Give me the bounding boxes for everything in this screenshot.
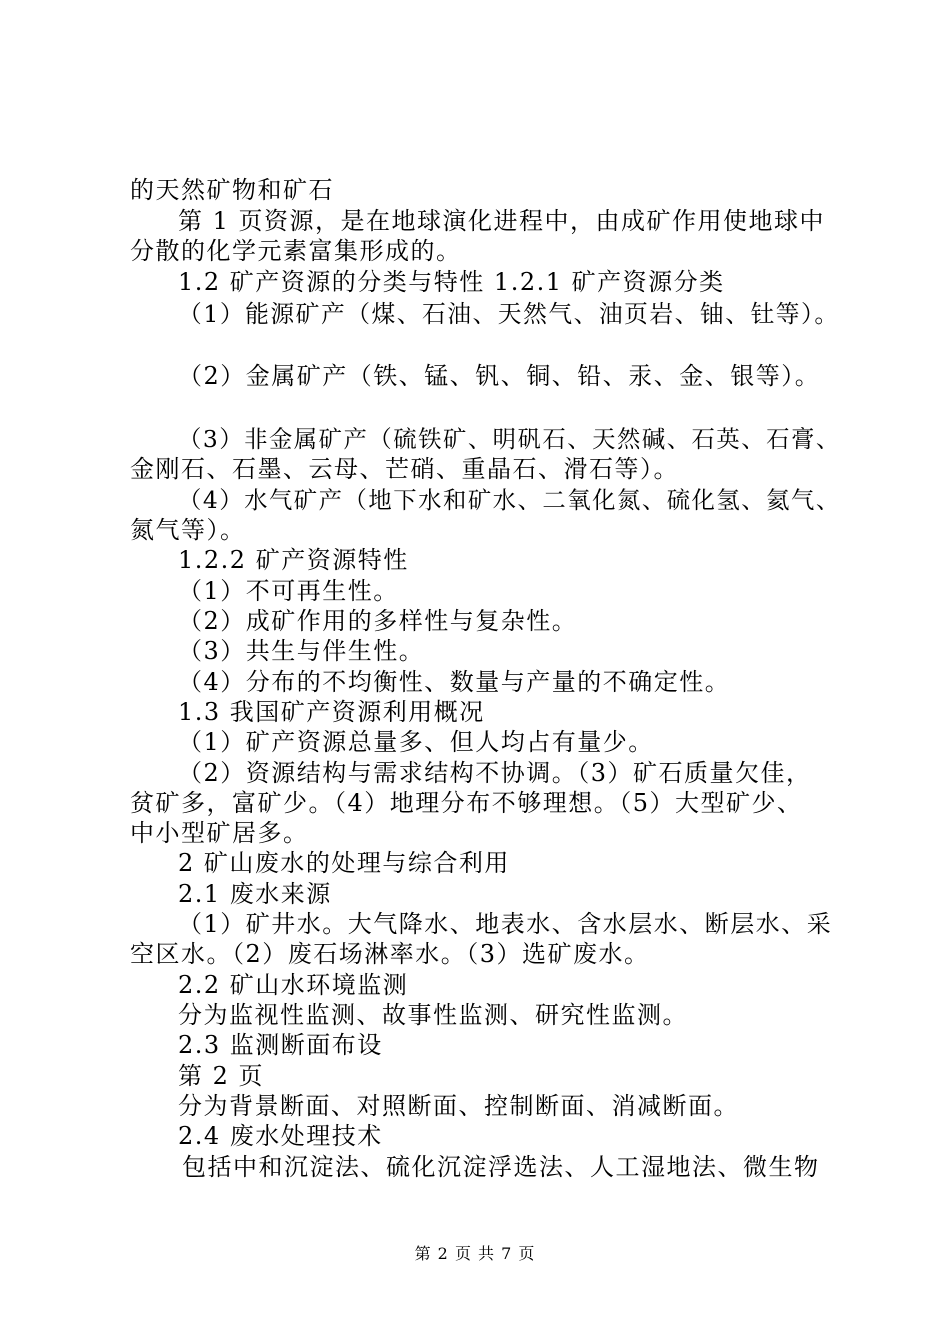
text-line: 贫矿多，富矿少。（4）地理分布不够理想。（5）大型矿少、 — [130, 789, 803, 817]
text-line: 空区水。（2）废石场淋率水。（3）选矿废水。 — [130, 940, 650, 968]
text-line: 分散的化学元素富集形成的。 — [130, 237, 462, 265]
text-line: （1）不可再生性。 — [178, 577, 399, 605]
text-line: （2）金属矿产（铁、锰、钒、铜、铅、汞、金、银等）。 — [178, 362, 821, 390]
text-line: （3）共生与伴生性。 — [178, 637, 425, 665]
text-line: 分为背景断面、对照断面、控制断面、消减断面。 — [178, 1092, 739, 1120]
text-line: 2.3 监测断面布设 — [178, 1031, 383, 1059]
text-line: 2 矿山废水的处理与综合利用 — [178, 849, 510, 877]
text-line: 的天然矿物和矿石 — [130, 176, 334, 204]
text-line: 2.4 废水处理技术 — [178, 1122, 383, 1150]
text-line: 中小型矿居多。 — [130, 819, 309, 847]
text-line: 1.3 我国矿产资源利用概况 — [178, 698, 485, 726]
text-line: （3）非金属矿产（硫铁矿、明矾石、天然碱、石英、石膏、 — [178, 425, 841, 453]
page-footer: 第 2 页 共 7 页 — [414, 1244, 536, 1263]
text-line: （1）能源矿产（煤、石油、天然气、油页岩、铀、钍等）。 — [178, 300, 840, 328]
text-line: （2）成矿作用的多样性与复杂性。 — [178, 607, 578, 635]
text-line: 1.2 矿产资源的分类与特性 1.2.1 矿产资源分类 — [178, 268, 725, 296]
text-line: （1）矿井水。大气降水、地表水、含水层水、断层水、采 — [178, 910, 833, 938]
text-line: 氮气等）。 — [130, 516, 246, 544]
text-line: 2.2 矿山水环境监测 — [178, 971, 409, 999]
text-line: （4）水气矿产（地下水和矿水、二氧化氮、硫化氢、氦气、 — [178, 486, 841, 514]
text-line: 包括中和沉淀法、硫化沉淀浮选法、人工湿地法、微生物 — [182, 1153, 820, 1181]
text-line: 第 1 页资源，是在地球演化进程中，由成矿作用使地球中 — [178, 207, 826, 235]
text-line: 1.2.2 矿产资源特性 — [178, 546, 409, 574]
text-line: 分为监视性监测、故事性监测、研究性监测。 — [178, 1001, 688, 1029]
text-line: （2）资源结构与需求结构不协调。（3）矿石质量欠佳， — [178, 759, 812, 787]
text-line: 2.1 废水来源 — [178, 880, 332, 908]
text-line: （4）分布的不均衡性、数量与产量的不确定性。 — [178, 668, 731, 696]
text-line: 第 2 页 — [178, 1062, 265, 1090]
text-line: （1）矿产资源总量多、但人均占有量少。 — [178, 728, 654, 756]
text-line: 金刚石、石墨、云母、芒硝、重晶石、滑石等）。 — [130, 455, 679, 483]
